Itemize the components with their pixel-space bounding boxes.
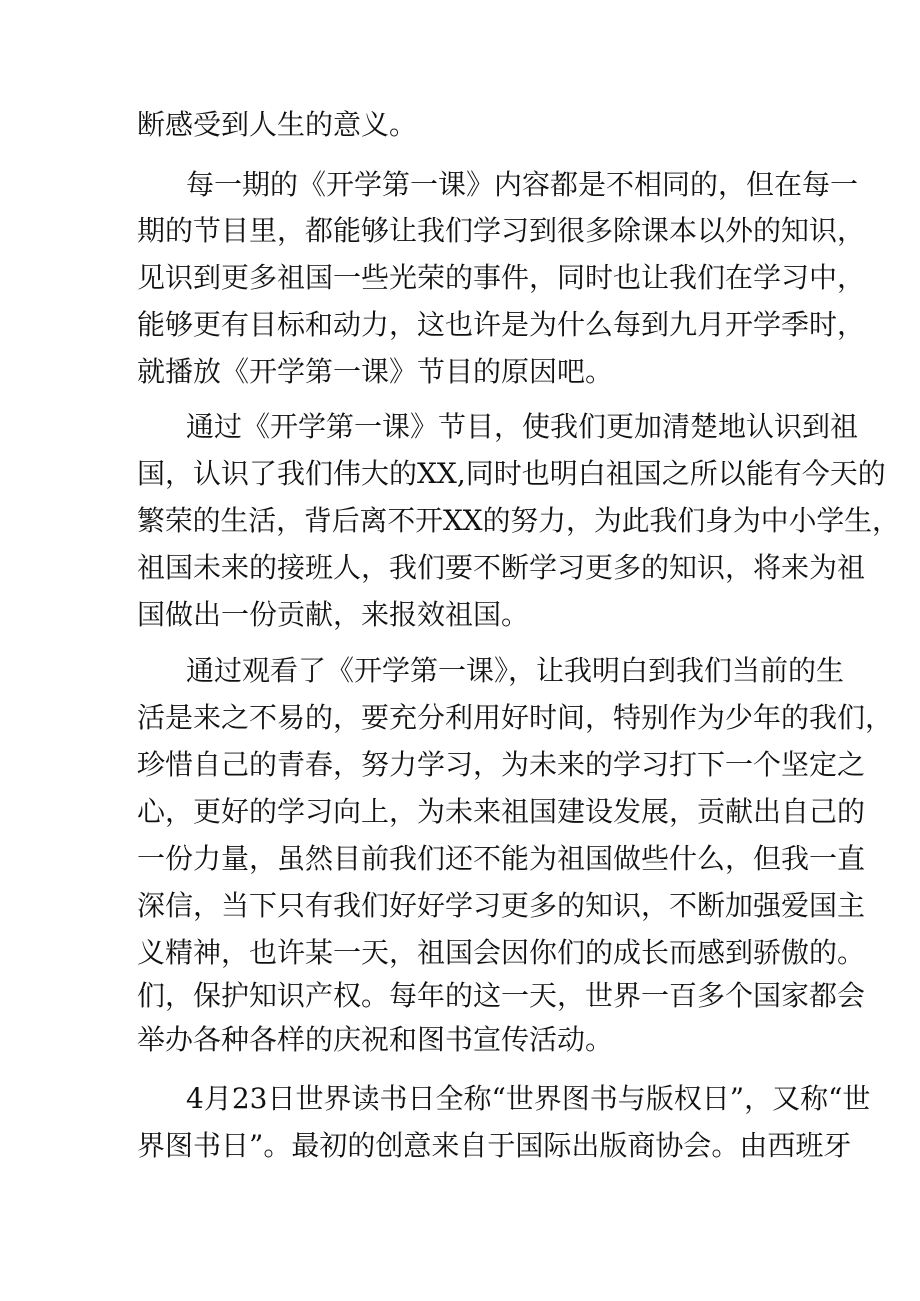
text-line: 国，认识了我们伟大的XX,同时也明白祖国之所以能有今天的: [137, 457, 886, 490]
text-line: 期的节目里，都能够让我们学习到很多除课本以外的知识，: [137, 214, 866, 247]
paragraph-first-line: 通过观看了《开学第一课》，让我明白到我们当前的生: [186, 654, 845, 687]
text-line: 国做出一份贡献，来报效祖国。: [137, 598, 530, 631]
paragraph-first-line: 通过《开学第一课》节目，使我们更加清楚地认识到祖: [186, 410, 859, 443]
text-line: 繁荣的生活，背后离不开XX的努力，为此我们身为中小学生，: [137, 504, 900, 537]
text-line: 一份力量，虽然目前我们还不能为祖国做些什么，但我一直: [137, 842, 866, 875]
paragraph-first-line: 每一期的《开学第一课》内容都是不相同的，但在每一: [186, 168, 859, 201]
text-line: 祖国未来的接班人，我们要不断学习更多的知识，将来为祖: [137, 551, 866, 584]
text-line: 就播放《开学第一课》节目的原因吧。: [137, 355, 614, 388]
text-line: 界图书日”。最初的创意来自于国际出版商协会。由西班牙: [137, 1129, 852, 1162]
text-line: 举办各种各样的庆祝和图书宣传活动。: [137, 1023, 614, 1056]
text-line: 心，更好的学习向上，为未来祖国建设发展，贡献出自己的: [137, 795, 866, 828]
text-line: 义精神，也许某一天，祖国会因你们的成长而感到骄傲的。: [137, 936, 866, 969]
text-line: 活是来之不易的，要充分利用好时间，特别作为少年的我们，: [137, 701, 894, 734]
text-line: 们，保护知识产权。每年的这一天，世界一百多个国家都会: [137, 979, 866, 1012]
text-line: 断感受到人生的意义。: [137, 108, 418, 141]
text-line: 能够更有目标和动力，这也许是为什么每到九月开学季时，: [137, 308, 866, 341]
text-line: 深信，当下只有我们好好学习更多的知识，不断加强爱国主: [137, 889, 866, 922]
text-line: 珍惜自己的青春，努力学习，为未来的学习打下一个坚定之: [137, 748, 866, 781]
text-line: 见识到更多祖国一些光荣的事件，同时也让我们在学习中，: [137, 261, 866, 294]
paragraph-first-line: 4月23日世界读书日全称“世界图书与版权日”，又称“世: [186, 1082, 871, 1115]
